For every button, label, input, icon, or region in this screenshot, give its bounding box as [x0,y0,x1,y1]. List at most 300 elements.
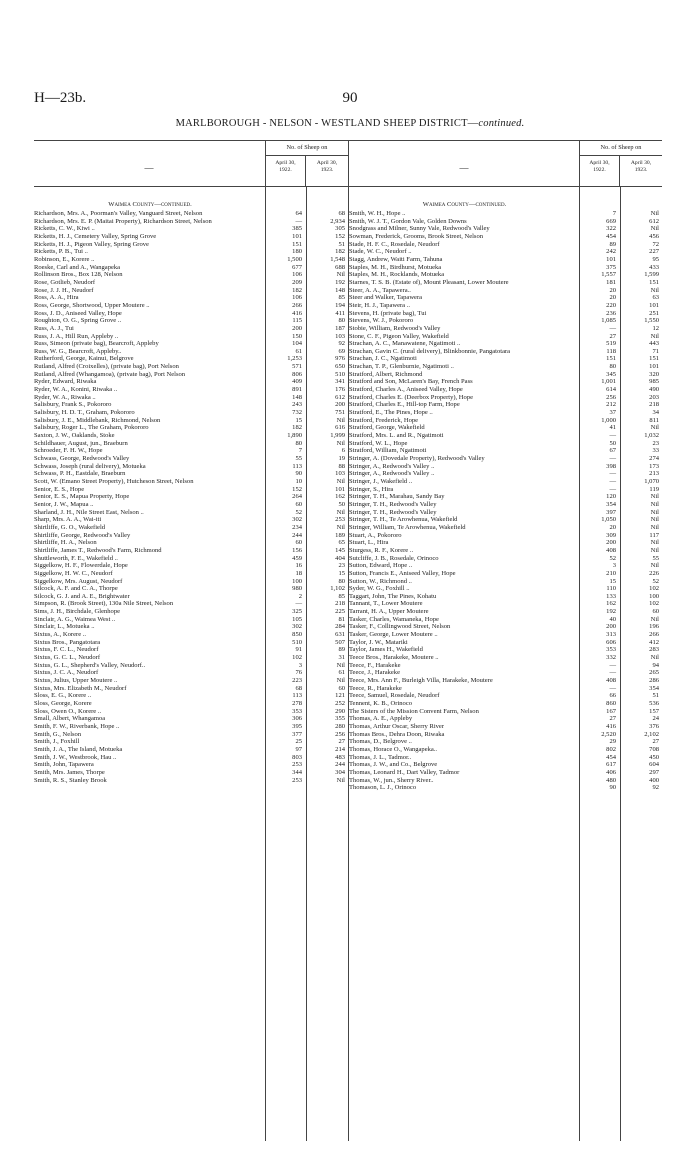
owner-name: Ricketts, H. J., Pigeon Valley, Spring Grove [34,240,149,248]
sheep-1923-value: 203 [649,393,659,401]
table-row [349,547,662,555]
table-row [34,371,348,379]
sheep-1923-value: 811 [649,416,659,424]
table-row [349,585,662,593]
sheep-1922-value: 182 [292,286,302,294]
owner-name: Sharp, Mrs. A. A., Wai-iti [34,516,102,524]
table-row [349,225,662,233]
sheep-1923-value: 157 [649,707,659,715]
owner-name: Sinclair, A. G., Waimea West .. [34,615,116,623]
sheep-1923-value: 52 [652,577,659,585]
sheep-1922-value: 354 [606,500,616,508]
table-row [34,700,348,708]
sheep-1923-value: 304 [335,768,345,776]
owner-name: Sutton, Edward, Hope .. [349,562,413,570]
owner-name: Salisbury, J. E., Middlebank, Richmond, Nelson [34,416,161,424]
sheep-1922-value: 980 [292,585,302,593]
table-row [34,241,348,249]
sheep-1923-value: 145 [335,546,345,554]
sheep-1923-value: Nil [650,500,659,508]
sheep-1922-value: 309 [606,531,616,539]
owner-name: Stevens, H. (private bag), Tui [349,309,427,317]
sheep-1922-value: 510 [292,638,302,646]
sheep-1923-value: Nil [650,562,659,570]
sheep-1923-value: Nil [650,286,659,294]
owner-name: Sixtus, Mrs. Elizabeth M., Neudorf [34,684,127,692]
owner-name: Smith, J. A., The Island, Motueka [34,745,123,753]
table-row [34,715,348,723]
table-row [34,685,348,693]
sheep-1922-value: — [609,485,616,493]
table-row [34,769,348,777]
sheep-1922-value: 850 [292,631,302,639]
sheep-1922-value: 25 [295,738,302,746]
sheep-1923-value: 102 [649,600,659,608]
owner-name: Ryder, W. A., Konini, Riwaka .. [34,386,118,394]
sheep-1922-value: — [609,324,616,332]
owner-name: Smith, G., Nelson [34,730,82,738]
sheep-1923-value: 162 [335,493,345,501]
sheep-1922-value: 677 [292,263,302,271]
owner-name: Sixtus, Julius, Upper Moutere .. [34,677,118,685]
sheep-1922-value: 80 [295,439,302,447]
sheep-1923-value: 286 [649,677,659,685]
table-row [34,669,348,677]
owner-name: Stringer, T. H., Te Arowhenua, Wakefield [349,516,458,524]
sheep-1923-value: 1,550 [644,317,659,325]
sheep-1922-value: 18 [295,569,302,577]
sheep-1922-value: 454 [606,232,616,240]
sheep-1922-value: 377 [292,730,302,738]
sheep-1922-value: 7 [612,210,616,217]
sheep-1922-value: 2,520 [601,730,616,738]
sheep-1922-value: 1,500 [287,255,302,263]
table-row [349,287,662,295]
table-row [34,470,348,478]
sheep-1923-value: Nil [336,661,345,669]
sheep-1923-value: 101 [649,363,659,371]
owner-name: Staples, M. H., Birdhurst, Motueka [349,263,442,271]
sheep-1922-value: 100 [292,577,302,585]
table-row [349,746,662,754]
owner-name: Stone, C. F., Pigeon Valley, Wakefield [349,332,449,340]
owner-name: Rutherford, George, Kainui, Belgrove [34,355,134,363]
table-row [34,417,348,425]
table-row [34,731,348,739]
table-row [34,547,348,555]
sheep-1922-value: — [609,470,616,478]
sheep-1922-value: 20 [609,286,616,294]
sheep-1922-value: 40 [609,615,616,623]
table-row [349,555,662,563]
sheep-1922-value: 617 [606,761,616,769]
table-row [349,486,662,494]
table-row [349,539,662,547]
owner-name: Stratford and Son, McLaren's Bay, French Pass [349,378,473,386]
right-column [349,141,662,1141]
sheep-1923-value: 71 [652,347,659,355]
table-row [349,248,662,256]
sheep-1923-value: 433 [649,263,659,271]
owner-name: Sims, J. H., Birchdale, Glenhope [34,608,121,616]
sheep-table [34,140,662,1141]
table-row [349,509,662,517]
table-row [34,631,348,639]
sheep-1923-value: 194 [335,301,345,309]
sheep-1922-value: 105 [292,615,302,623]
table-row [34,264,348,272]
table-row [34,662,348,670]
sheep-1922-value: 2 [298,592,302,600]
sheep-1923-value: Nil [336,677,345,685]
sheep-1923-value: 24 [652,715,659,723]
sheep-1922-value: 860 [606,700,616,707]
table-row [34,463,348,471]
table-row [349,685,662,693]
sheep-1922-value: 306 [292,715,302,723]
sheep-1923-value: Nil [650,225,659,233]
owner-name: Thomas, Horace O., Wangapeka.. [349,745,438,753]
sheep-1922-value: 459 [292,554,302,562]
table-row [349,631,662,639]
table-row [349,409,662,417]
sheep-1922-value: 200 [606,539,616,547]
right-column-body [349,187,662,1141]
table-row [34,432,348,440]
owner-name: Starnes, T. S. B. (Estate of), Mount Pleasant, Lower Moutere [349,278,509,286]
sheep-1923-value: Nil [650,508,659,516]
table-row [349,754,662,762]
sheep-1923-value: Nil [650,424,659,432]
sheep-1923-value: Nil [650,654,659,662]
owner-name: Ross, George, Shortwood, Upper Moutere .. [34,301,150,309]
sheep-1923-value: 80 [338,317,345,325]
table-row [349,493,662,501]
sheep-1922-value: 156 [292,546,302,554]
sheep-1922-value: 1,557 [601,271,616,279]
owner-name: Teece, Samuel, Rosedale, Neudorf [349,692,440,700]
sheep-1922-value: 253 [292,761,302,769]
sheep-1922-value: 167 [606,707,616,715]
table-row [34,447,348,455]
sheep-1922-value: 181 [606,278,616,286]
table-row [349,333,662,341]
owner-name: Ross, A. A., Hira [34,294,79,302]
sheep-1922-value: 90 [295,470,302,478]
owner-name: Rutland, Alfred (Croixelles), (private bag), Port Nelson [34,363,179,371]
sheep-1922-value: 120 [606,493,616,501]
title-continued: continued. [478,118,525,129]
owner-name: Stringer, A. (Dovedale Property), Redwood's Valley [349,455,485,462]
sheep-1923-value: 12 [652,324,659,332]
sheep-1923-value: 103 [335,470,345,478]
sheep-1922-value: 29 [609,738,616,746]
owner-name: Ricketts, P. B., Tui .. [34,248,88,256]
sheep-1922-value: 151 [292,240,302,248]
sheep-1922-value: 385 [292,225,302,233]
owner-name: Siggelkow, H. W. C., Neudorf [34,569,113,577]
owner-name: Ross, J. D., Aniseed Valley, Hope [34,309,122,317]
sheep-1923-value: Nil [650,516,659,524]
sheep-1923-value: 510 [335,370,345,378]
owner-name: Tennent, K. B., Orinoco [349,700,412,707]
owner-name: Sixtus, G. C. L., Neudorf [34,654,101,662]
table-row [34,333,348,341]
sheep-1923-value: 117 [649,531,659,539]
sheep-1922-value: 162 [606,600,616,608]
table-row [349,769,662,777]
owner-name: The Sisters of the Mission Convent Farm, Nelson [349,707,479,715]
owner-name: Siggelkow, H. F., Flowerdale, Hope [34,562,128,570]
sheep-1922-value: 1,001 [601,378,616,386]
sheep-1922-value: — [609,455,616,462]
table-row [349,677,662,685]
table-row [349,417,662,425]
sheep-1922-value: 104 [292,340,302,348]
sheep-1922-value: 27 [609,715,616,723]
table-row [34,623,348,631]
sheep-1923-value: 450 [649,753,659,761]
table-row [34,317,348,325]
sheep-1922-value: 395 [292,722,302,730]
owner-name: Senior, E. S., Hope [34,485,85,493]
sheep-1922-value: — [609,432,616,440]
owner-name: Smith, John, Tapawera [34,761,94,769]
sheep-1923-value: 214 [335,745,345,753]
owner-name: Stade, H. F. C., Rosedale, Neudorf [349,240,440,248]
sheep-1923-value: Nil [336,477,345,485]
sheep-1922-value: 60 [295,500,302,508]
table-row [349,432,662,440]
sheep-1922-value: 332 [606,654,616,662]
sheep-1922-value: 52 [609,554,616,562]
table-row [349,623,662,631]
table-row [349,355,662,363]
sheep-1923-value: 411 [335,309,345,317]
owner-name: Sinclair, L., Motueka .. [34,623,95,631]
sheep-1923-value: 92 [338,340,345,348]
sheep-1923-value: 1,070 [644,477,659,485]
sheep-1923-value: 443 [649,340,659,348]
sheep-1922-value: 480 [606,776,616,784]
sheep-1923-value: 92 [652,784,659,792]
sheep-1923-value: 176 [335,386,345,394]
table-row [34,555,348,563]
sheep-1922-value: 210 [606,569,616,577]
sheep-1923-value: 355 [335,715,345,723]
table-row [349,271,662,279]
owner-name: Steer and Walker, Tapawera [349,294,423,302]
sheep-1923-value: 251 [649,309,659,317]
sheep-1923-value: 284 [335,623,345,631]
table-row [34,738,348,746]
owner-name: Smith, J. W., Westbrook, Hau .. [34,753,117,761]
sheep-count-title: No. of Sheep on [266,141,348,156]
sheep-count-header [579,141,662,186]
sheep-1923-value: 61 [338,669,345,677]
sheep-1922-value: 264 [292,493,302,501]
table-row [34,608,348,616]
sheep-1922-value: 3 [612,562,616,570]
sheep-1922-value: 519 [606,340,616,348]
owner-name: Thomason, L. J., Orinoco [349,784,417,792]
sheep-1923-value: 412 [649,638,659,646]
sheep-1922-value: 1,050 [601,516,616,524]
sheep-1923-value: 400 [649,776,659,784]
sheep-1923-value: Nil [336,271,345,279]
owner-name: Taylor, J. W., Matariki [349,638,408,646]
sheep-1923-value: 985 [649,378,659,386]
table-row [34,677,348,685]
owner-name: Strachan, Gavin C. (rural delivery), Blinkbonnie, Pangatotara [349,347,511,355]
sheep-1923-value: 51 [652,692,659,700]
sheep-1923-value: 69 [338,347,345,355]
owner-name: Stratford, Charles E., Hill-top Farm, Hope [349,401,460,409]
sheep-1923-value: Nil [336,416,345,424]
sheep-1923-value: 100 [649,592,659,600]
sheep-1922-value: 278 [292,700,302,707]
owner-name: Stratford, Albert, Richmond [349,370,423,378]
table-row [34,524,348,532]
table-row [349,310,662,318]
table-row [34,692,348,700]
sheep-1922-value: 10 [295,477,302,485]
table-row [34,593,348,601]
sheep-1923-value: 55 [652,554,659,562]
table-row [34,501,348,509]
table-row [34,777,348,785]
sheep-1923-value: Nil [336,439,345,447]
owner-column-header: — [459,163,469,173]
owner-name: Senior, E. S., Mapua Property, Hope [34,493,130,501]
sheep-1922-value: 61 [295,347,302,355]
sheep-1922-value: 148 [292,393,302,401]
owner-name: Siggelkow, Mrs. August, Neudorf [34,577,123,585]
sheep-1923-value: 72 [652,240,659,248]
owner-name: Thomas, A. E., Appleby [349,715,413,723]
owner-name: Russ, A. J., Tui [34,324,74,332]
table-row [34,654,348,662]
county-heading: Waimea County—continued. [422,201,507,208]
owner-name: Schwass, P. H., Eastdale, Braeburn [34,470,126,478]
owner-name: Ricketts, C. W., Kiwi .. [34,225,95,233]
table-row [34,302,348,310]
sheep-1922-value: 102 [292,654,302,662]
sheep-1923-value: 85 [338,592,345,600]
owner-name: Teece, F., Harakeke [349,661,401,669]
sheep-1922-value: 398 [606,462,616,470]
owner-name: Thomas, D., Belgrove .. [349,738,412,746]
owner-name: Sowman, Frederick, Grooms, Brook Street, Nelson [349,232,484,240]
table-row [349,440,662,448]
sheep-1923-value: 2,934 [330,217,345,225]
sheep-1923-value: 85 [338,294,345,302]
sheep-1923-value: 68 [338,210,345,217]
sheep-1922-value: 244 [292,531,302,539]
sheep-1922-value: 409 [292,378,302,386]
table-row [349,669,662,677]
sheep-1923-value: 173 [649,462,659,470]
sheep-1922-value: 55 [295,455,302,462]
table-row [349,516,662,524]
table-row [349,562,662,570]
sheep-1923-value: 89 [338,646,345,654]
title-main: MARLBOROUGH - NELSON - WESTLAND SHEEP DISTRICT— [175,118,479,129]
table-row [349,731,662,739]
sheep-1922-value: 106 [292,294,302,302]
sheep-1922-value: 353 [292,707,302,715]
owner-name: Sturgess, R. F., Korere .. [349,546,414,554]
sheep-1922-value: 3 [298,661,302,669]
sheep-1923-value: 252 [335,700,345,707]
sheep-1922-value: 200 [606,623,616,631]
owner-name: Salisbury, Frank S., Pokororo [34,401,112,409]
table-row [34,310,348,318]
table-row [349,294,662,302]
owner-name: Sutton, Francis E., Aniseed Valley, Hope [349,569,456,577]
sheep-1923-value: 102 [649,585,659,593]
table-row [349,738,662,746]
sheep-1922-value: 322 [606,225,616,233]
sheep-1922-value: — [609,669,616,677]
sheep-count-header [265,141,348,186]
left-column-body [34,187,348,1141]
sheep-1922-value: 1,890 [287,432,302,440]
sheep-1923-value: 218 [335,600,345,608]
sheep-1922-value: 571 [292,363,302,371]
sheep-1923-value: 2,102 [644,730,659,738]
table-row [34,746,348,754]
sheep-1922-value: 256 [606,393,616,401]
table-row [34,532,348,540]
sheep-1923-value: 101 [335,485,345,493]
owner-name: Roeske, Carl and A., Wangapeka [34,263,121,271]
owner-name: Teece Bros., Harakeke, Moutere .. [349,654,439,662]
sheep-1923-value: 1,548 [330,255,345,263]
table-row [34,639,348,647]
sheep-1922-value: 41 [609,424,616,432]
sheep-1922-value: 243 [292,401,302,409]
owner-name: Salisbury, H. D. T., Graham, Pokororo [34,409,135,417]
owner-name: Richardson, Mrs. A., Poorman's Valley, Vanguard Street, Nelson [34,210,203,217]
sheep-1923-value: 81 [338,615,345,623]
sheep-1922-value: 182 [292,424,302,432]
sheep-1922-value: 802 [606,745,616,753]
table-row [349,524,662,532]
owner-name: Thomas Bros., Dehra Doon, Riwaka [349,730,445,738]
sheep-1923-value: 612 [335,393,345,401]
table-row [34,409,348,417]
owner-name: Tasker, George, Lower Moutere .. [349,631,438,639]
owner-name: Tannant, T., Lower Moutere [349,600,423,608]
table-row [349,777,662,785]
table-row [349,570,662,578]
table-row [349,424,662,432]
sheep-1923-value: 650 [335,363,345,371]
table-row [349,256,662,264]
owner-name: Smith, F. W., Riverbank, Hope .. [34,722,120,730]
owner-name: Rollinson Bros., Box 128, Nelson [34,271,123,279]
table-row [34,761,348,769]
sheep-1923-value: 265 [649,669,659,677]
owner-name: Stringer, T. H., Marahau, Sandy Bay [349,493,445,501]
owner-name: Sixtus, F. C. L., Neudorf [34,646,99,654]
sheep-1923-value: 297 [649,768,659,776]
owner-name: Staples, M. H., Rocklands, Motueka [349,271,445,279]
sheep-1923-value: 616 [335,424,345,432]
table-row [349,608,662,616]
table-row [34,401,348,409]
